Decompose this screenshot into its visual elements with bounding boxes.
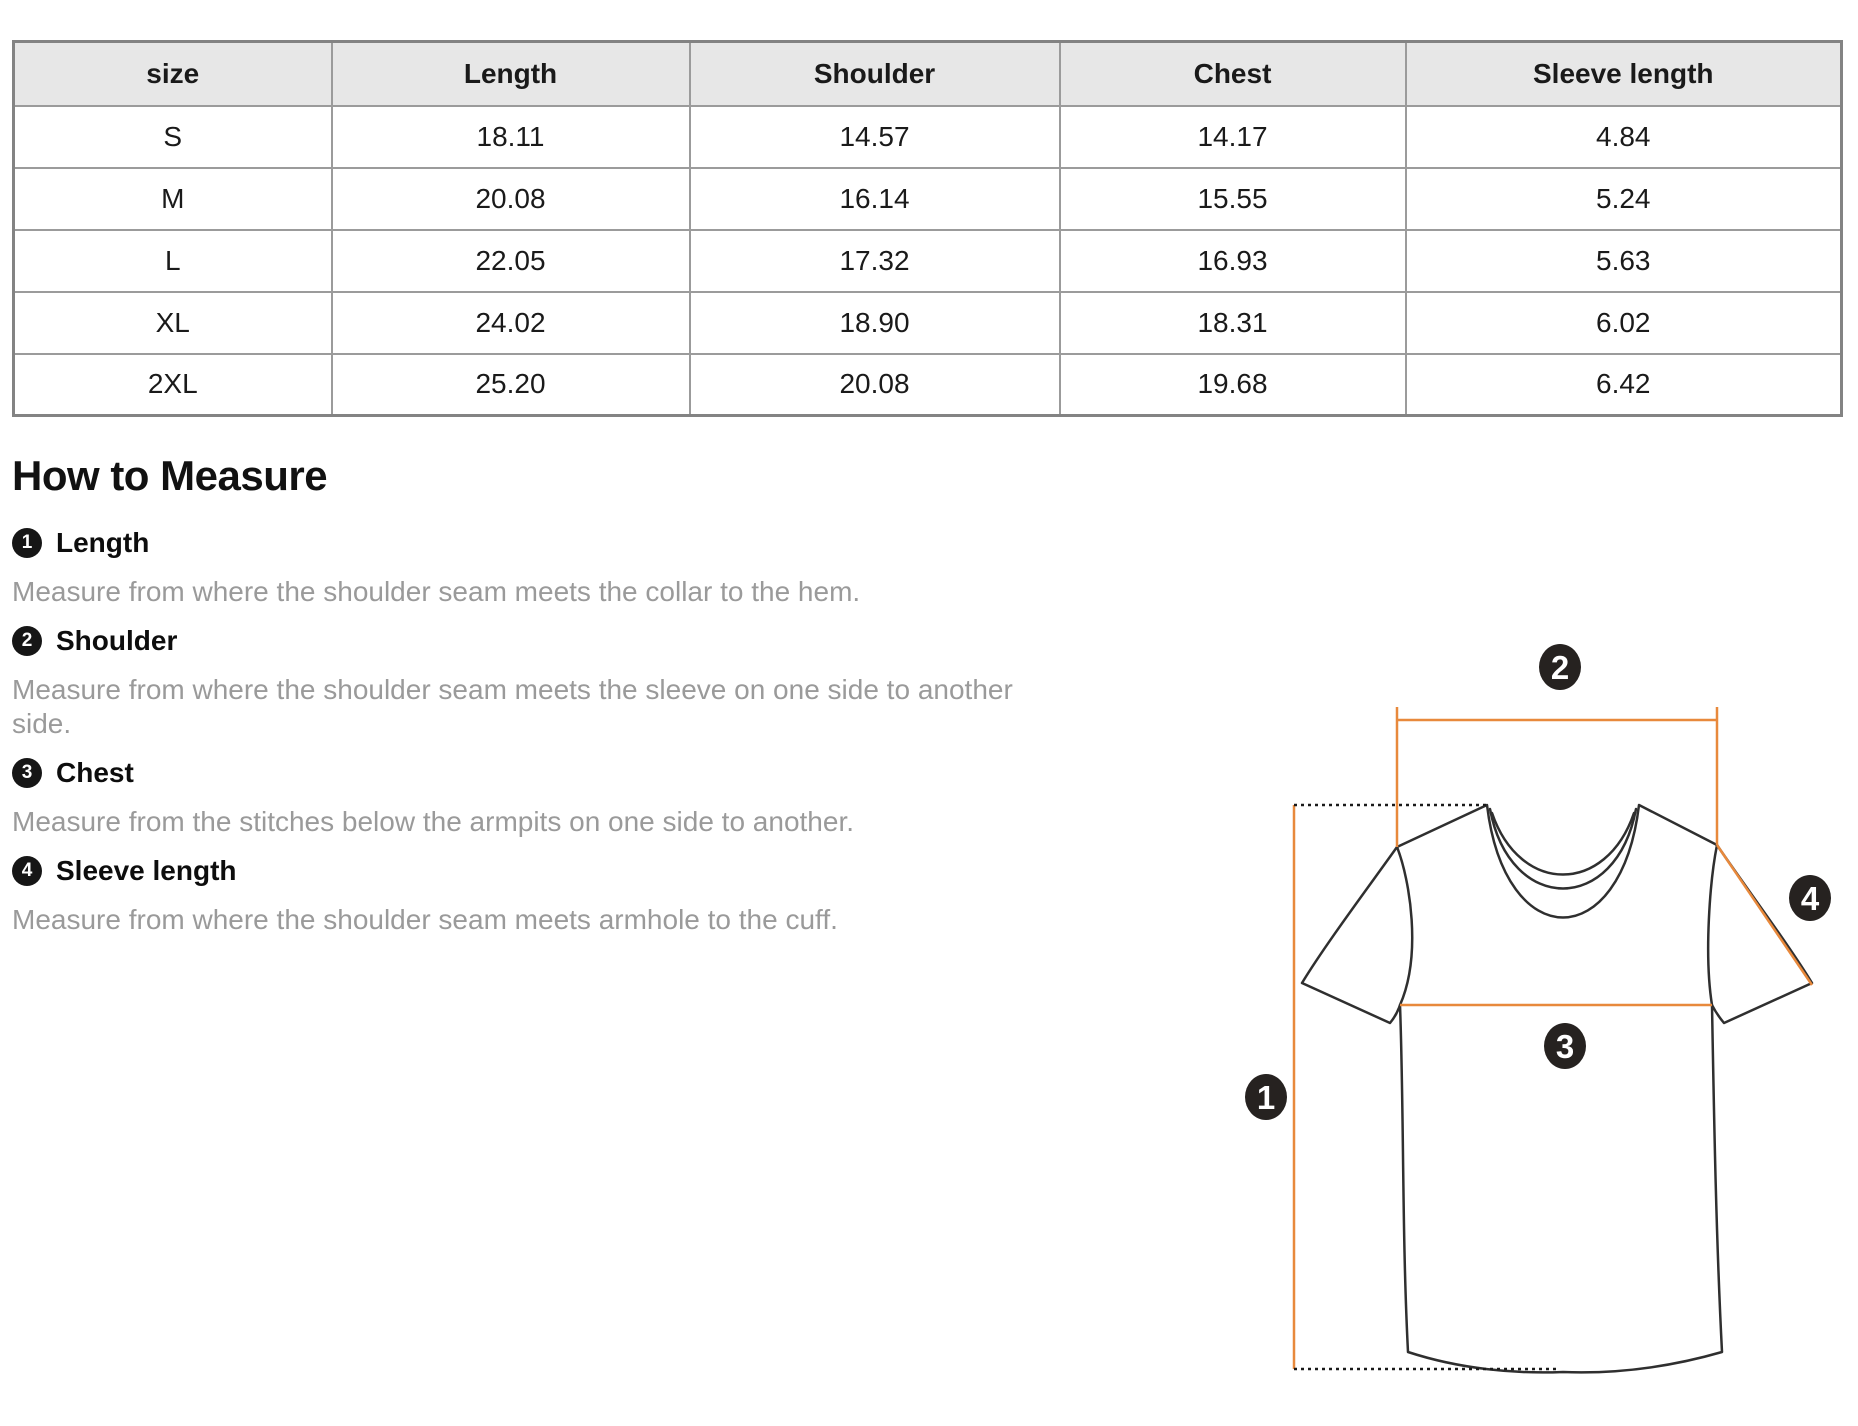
- cell-chest: 15.55: [1060, 168, 1406, 230]
- measure-item-label: Length: [56, 527, 150, 558]
- cell-length: 20.08: [332, 168, 690, 230]
- badge-3-number: 3: [1555, 1027, 1575, 1065]
- table-header-row: [14, 42, 1842, 106]
- number-1-badge: 1: [12, 528, 42, 558]
- cell-shoulder: 18.90: [690, 292, 1060, 354]
- measure-item-shoulder: [12, 624, 1072, 658]
- measure-item-label: Sleeve length: [56, 855, 237, 886]
- table-row-m: [14, 168, 1842, 230]
- cell-chest: 14.17: [1060, 106, 1406, 168]
- cell-shoulder: 20.08: [690, 354, 1060, 416]
- badge-1-number: 1: [1256, 1078, 1276, 1116]
- table-row-xl: [14, 292, 1842, 354]
- cell-size: L: [14, 230, 332, 292]
- table-row-s: [14, 106, 1842, 168]
- column-header-shoulder: Shoulder: [690, 42, 1060, 106]
- cell-length: 24.02: [332, 292, 690, 354]
- badge-2-number: 2: [1550, 648, 1570, 686]
- cell-shoulder: 14.57: [690, 106, 1060, 168]
- cell-chest: 16.93: [1060, 230, 1406, 292]
- cell-size: XL: [14, 292, 332, 354]
- size-chart-table: [12, 40, 1843, 417]
- cell-size: S: [14, 106, 332, 168]
- column-header-length: Length: [332, 42, 690, 106]
- table-row-l: [14, 230, 1842, 292]
- cell-size: M: [14, 168, 332, 230]
- cell-chest: 19.68: [1060, 354, 1406, 416]
- cell-sleeve: 5.63: [1406, 230, 1842, 292]
- how-to-measure-section: [12, 452, 1072, 952]
- cell-sleeve: 6.42: [1406, 354, 1842, 416]
- number-2-badge: 2: [12, 626, 42, 656]
- cell-shoulder: 17.32: [690, 230, 1060, 292]
- section-title: How to Measure: [12, 452, 328, 499]
- badge-4-number: 4: [1800, 879, 1820, 917]
- cell-sleeve: 6.02: [1406, 292, 1842, 354]
- measure-item-description: Measure from where the shoulder seam meets the sleeve on one side to another side.: [12, 674, 1013, 739]
- measure-item-description: Measure from the stitches below the armpits on one side to another.: [12, 806, 855, 837]
- number-3-badge: 3: [12, 758, 42, 788]
- cell-sleeve: 4.84: [1406, 106, 1842, 168]
- cell-length: 22.05: [332, 230, 690, 292]
- collar-rib-line-1: [1492, 813, 1634, 875]
- tshirt-outline-icon: [1302, 805, 1812, 1372]
- measure-item-chest: [12, 756, 1072, 790]
- cell-size: 2XL: [14, 354, 332, 416]
- cell-length: 18.11: [332, 106, 690, 168]
- table-row-2xl: [14, 354, 1842, 416]
- number-4-badge: 4: [12, 856, 42, 886]
- cell-chest: 18.31: [1060, 292, 1406, 354]
- cell-shoulder: 16.14: [690, 168, 1060, 230]
- measure-item-label: Shoulder: [56, 625, 178, 656]
- measure-item-label: Chest: [56, 757, 134, 788]
- measure-item-description: Measure from where the shoulder seam meets armhole to the cuff.: [12, 904, 838, 935]
- column-header-chest: Chest: [1060, 42, 1406, 106]
- measure-item-length: [12, 526, 1072, 560]
- measure-item-sleeve-length: [12, 854, 1072, 888]
- measure-item-description: Measure from where the shoulder seam meets the collar to the hem.: [12, 576, 861, 607]
- column-header-size: size: [14, 42, 332, 106]
- cell-length: 25.20: [332, 354, 690, 416]
- tshirt-measurement-diagram: [1040, 555, 1858, 1426]
- cell-sleeve: 5.24: [1406, 168, 1842, 230]
- column-header-sleeve-length: Sleeve length: [1406, 42, 1842, 106]
